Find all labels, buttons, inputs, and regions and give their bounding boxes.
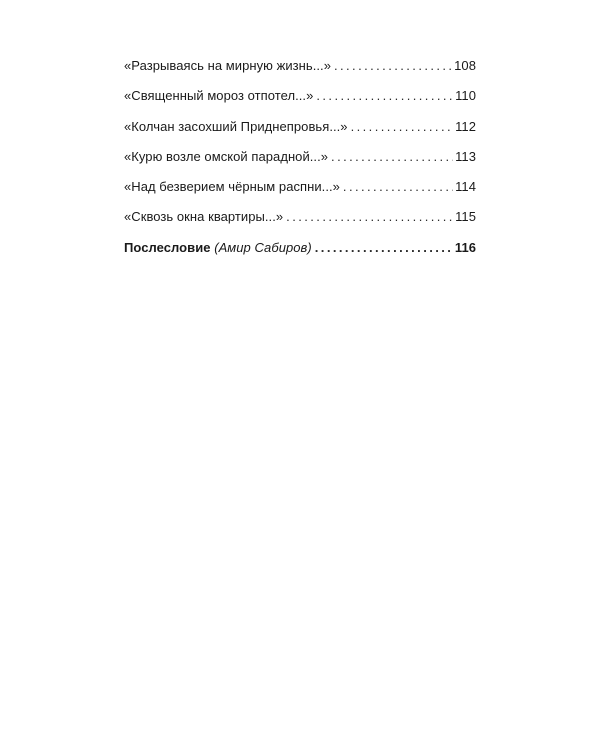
table-of-contents	[124, 58, 476, 270]
toc-entry-title: «Курю возле омской парадной...»	[124, 148, 329, 164]
toc-entry-page: 108	[454, 58, 476, 73]
toc-leader-dots	[315, 240, 453, 255]
toc-afterword-title: Послесловие	[124, 239, 211, 255]
toc-leader-dots	[334, 58, 452, 73]
toc-afterword-page: 116	[454, 239, 476, 255]
toc-entry	[124, 209, 476, 239]
toc-afterword-author: (Амир Сабиров)	[214, 239, 312, 255]
toc-entry	[124, 149, 476, 179]
toc-entry-page: 115	[455, 209, 476, 225]
toc-entry-title: «Над безверием чёрным распни...»	[124, 179, 340, 195]
toc-leader-dots	[316, 88, 453, 103]
toc-entry-page: 114	[455, 179, 476, 195]
toc-entry-title: «Сквозь окна квартиры...»	[124, 209, 284, 225]
toc-entry	[124, 179, 476, 209]
toc-entry-title: «Священный мороз отпотел...»	[124, 88, 314, 104]
toc-entry-page: 110	[455, 88, 476, 104]
toc-entry-afterword	[124, 240, 476, 270]
toc-entry-page: 113	[455, 148, 476, 164]
toc-entry	[124, 58, 476, 88]
toc-entry	[124, 88, 476, 118]
toc-leader-dots	[286, 209, 453, 224]
toc-leader-dots	[351, 119, 454, 134]
toc-entry	[124, 119, 476, 149]
toc-entry-title: «Колчан засохший Приднепровья...»	[124, 118, 348, 134]
toc-entry-page: 112	[455, 118, 476, 134]
toc-entry-title: «Разрываясь на мирную жизнь...»	[124, 58, 331, 73]
toc-leader-dots	[331, 149, 453, 164]
toc-leader-dots	[343, 179, 453, 194]
toc-afterword-title-group	[124, 240, 312, 255]
